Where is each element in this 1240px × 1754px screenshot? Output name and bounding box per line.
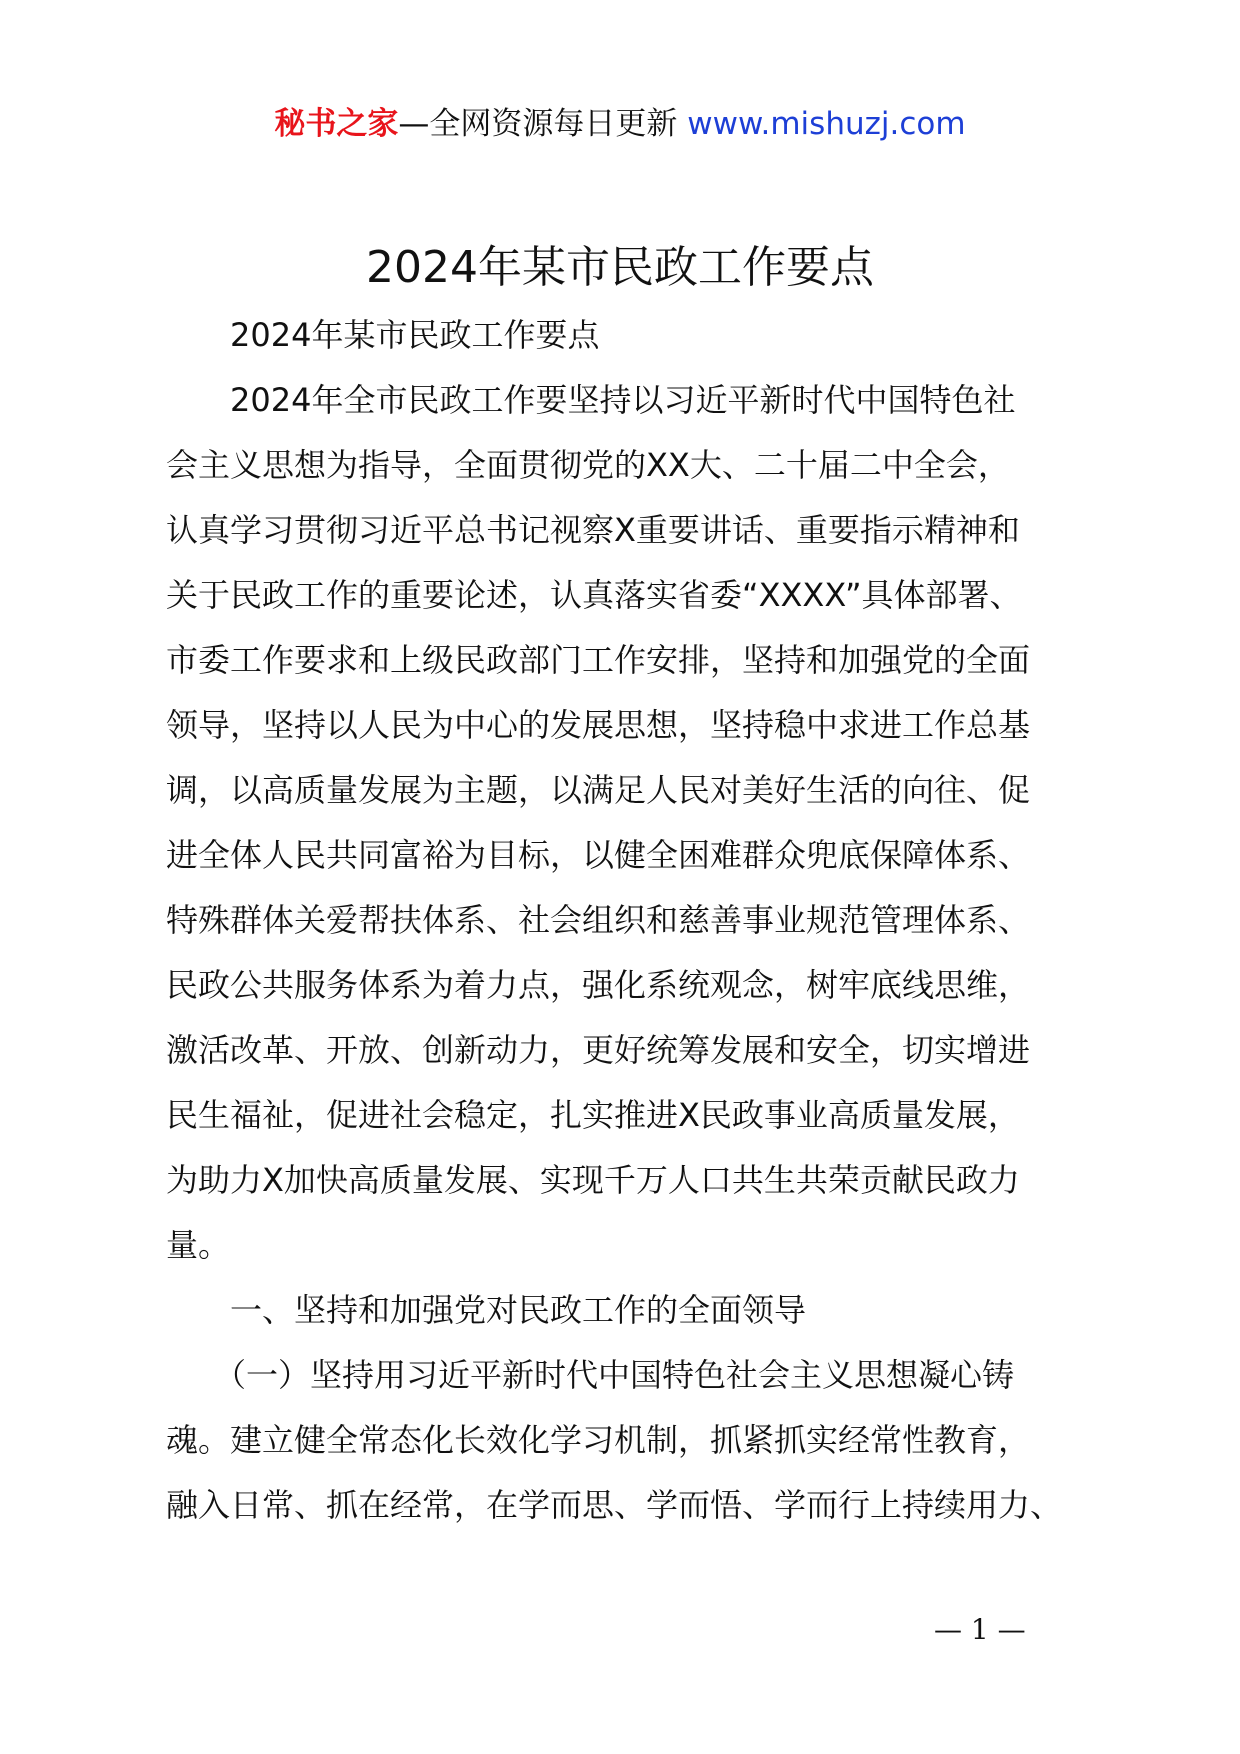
body-line: 激活改革、开放、创新动力，更好统筹发展和安全，切实增进 <box>166 1031 1031 1069</box>
body-line: 2024年全市民政工作要坚持以习近平新时代中国特色社 <box>166 381 1016 419</box>
body-line: 市委工作要求和上级民政部门工作安排，坚持和加强党的全面 <box>166 641 1031 679</box>
body-line: 关于民政工作的重要论述，认真落实省委“XXXX”具体部署、 <box>166 576 1022 614</box>
body-line: 为助力X加快高质量发展、实现千万人口共生共荣贡献民政力 <box>166 1161 1020 1199</box>
banner-brand: 秘书之家 <box>274 106 399 142</box>
site-banner <box>0 102 1240 146</box>
banner-url-link[interactable]: www.mishuzj.com <box>687 106 966 142</box>
body-line: 进全体人民共同富裕为目标，以健全困难群众兜底保障体系、 <box>166 836 1031 874</box>
body-line: 领导，坚持以人民为中心的发展思想，坚持稳中求进工作总基 <box>166 706 1031 744</box>
document-body <box>166 303 1086 1538</box>
body-line: 魂。建立健全常态化长效化学习机制，抓紧抓实经常性教育， <box>166 1421 1031 1459</box>
body-line: 调，以高质量发展为主题，以满足人民对美好生活的向往、促 <box>166 771 1031 809</box>
body-line: 民生福祉，促进社会稳定，扎实推进X民政事业高质量发展， <box>166 1096 1020 1134</box>
document-title: 2024年某市民政工作要点 <box>366 242 874 293</box>
body-line: 会主义思想为指导，全面贯彻党的XX大、二十届二中全会， <box>166 446 1010 484</box>
section-heading: 一、坚持和加强党对民政工作的全面领导 <box>166 1291 807 1329</box>
body-line: （一）坚持用习近平新时代中国特色社会主义思想凝心铸 <box>166 1356 1015 1394</box>
body-line: 民政公共服务体系为着力点，强化系统观念，树牢底线思维， <box>166 966 1031 1004</box>
body-line: 量。 <box>166 1226 231 1264</box>
body-line: 融入日常、抓在经常，在学而思、学而悟、学而行上持续用力、 <box>166 1486 1063 1524</box>
body-line: 特殊群体关爱帮扶体系、社会组织和慈善事业规范管理体系、 <box>166 901 1031 939</box>
page-number: — 1 — <box>934 1613 1026 1646</box>
banner-tagline: —全网资源每日更新 <box>398 106 678 142</box>
body-line: 2024年某市民政工作要点 <box>166 316 600 354</box>
body-line: 认真学习贯彻习近平总书记视察X重要讲话、重要指示精神和 <box>166 511 1020 549</box>
